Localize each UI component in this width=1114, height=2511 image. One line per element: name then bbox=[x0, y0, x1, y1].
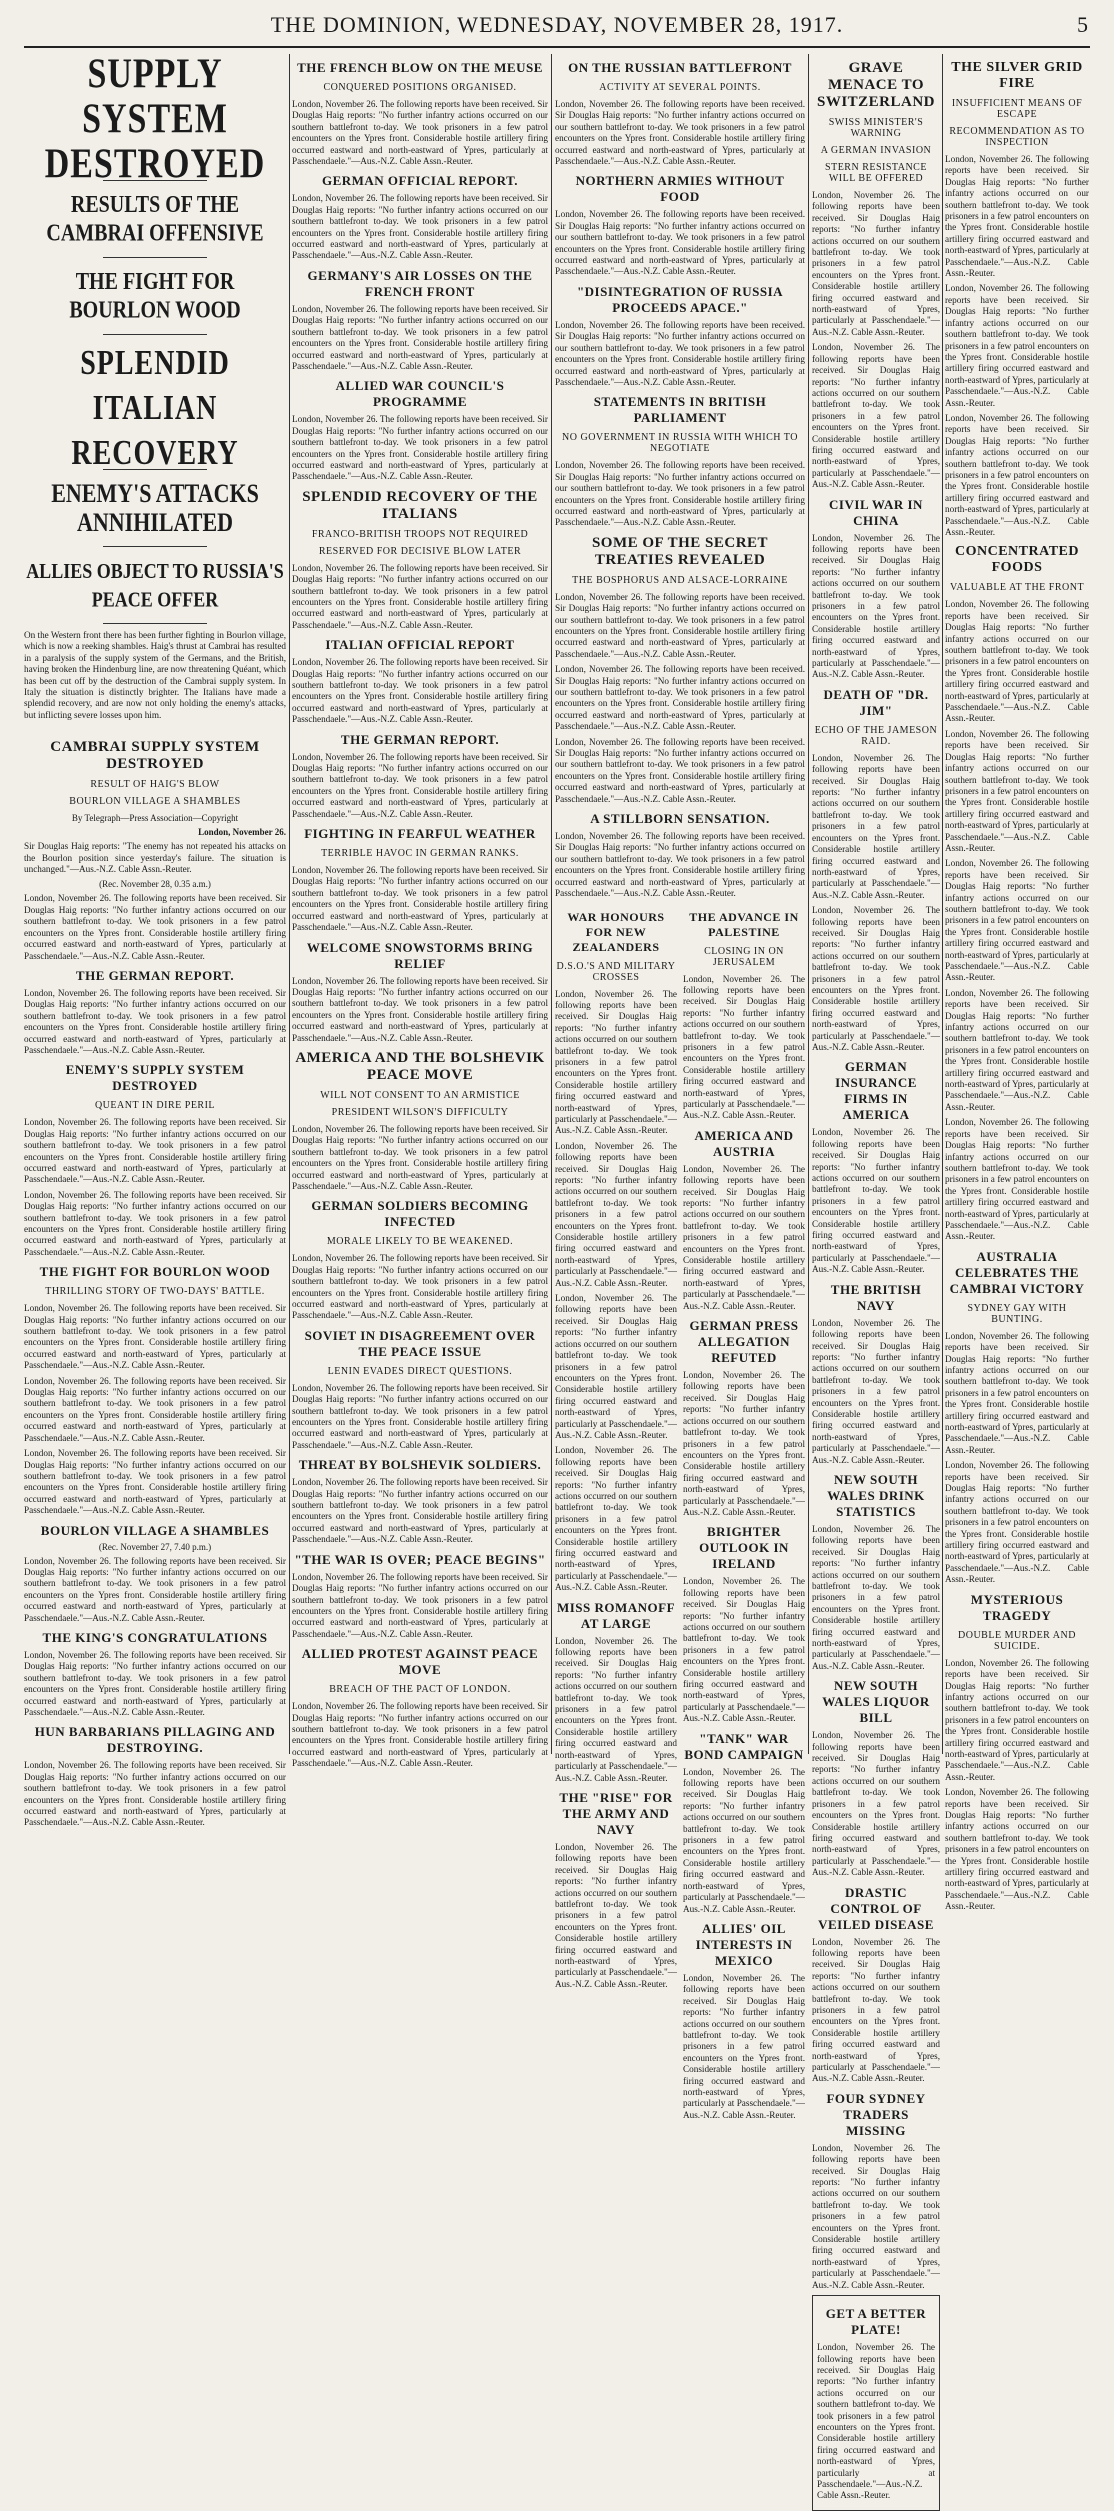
article-headline: THE FIGHT FOR BOURLON WOOD bbox=[39, 1264, 271, 1280]
article-text: London, November 26. The following reports have been received. Sir Douglas Haig reports: "No further infantry actions occurred on our southern battlefront to-day. We took prisoners in a few patrol encounters on the Ypres front. Considerable hostile artillery firing occurred eastward and north-eastward of Ypres, particularly at Passchendaele."—Aus.-N.Z. Cable Assn.-Reuter. bbox=[945, 728, 1089, 853]
article-headline: ITALIAN OFFICIAL REPORT bbox=[325, 637, 515, 653]
article-text: London, November 26. The following reports have been received. Sir Douglas Haig reports: "No further infantry actions occurred on our southern battlefront to-day. We took prisoners in a few patrol encounters on the Ypres front. Considerable hostile artillery firing occurred eastward and north-eastward of Ypres, particularly at Passchendaele."—Aus.-N.Z. Cable Assn.-Reuter. bbox=[292, 1253, 548, 1321]
article-subhead: A GERMAN INVASION bbox=[820, 145, 932, 156]
ad-headline: GET A BETTER PLATE! bbox=[825, 2306, 927, 2338]
article-subhead: VALUABLE AT THE FRONT bbox=[949, 582, 1085, 594]
article-headline: BRIGHTER OUTLOOK IN IRELAND bbox=[699, 1524, 789, 1572]
article-subhead: RESERVED FOR DECISIVE BLOW LATER bbox=[318, 545, 522, 557]
article-text: London, November 26. The following reports have been received. Sir Douglas Haig reports: "No further infantry actions occurred on our southern battlefront to-day. We took prisoners in a few patrol encounters on the Ypres front. Considerable hostile artillery firing occurred eastward and north-eastward of Ypres, particularly at Passchendaele."—Aus.-N.Z. Cable Assn.-Reuter. bbox=[292, 193, 548, 261]
article-text: London, November 26. The following reports have been received. Sir Douglas Haig reports: "No further infantry actions occurred on our southern battlefront to-day. We took prisoners in a few patrol encounters on the Ypres front. Considerable hostile artillery firing occurred eastward and north-eastward of Ypres, particularly at Passchendaele."—Aus.-N.Z. Cable Assn.-Reuter. bbox=[945, 1117, 1089, 1242]
article-headline: THE FRENCH BLOW ON THE MEUSE bbox=[297, 60, 543, 75]
article-headline: THE GERMAN REPORT. bbox=[340, 731, 500, 747]
article-text: London, November 26. The following reports have been received. Sir Douglas Haig reports: "No further infantry actions occurred on our southern battlefront to-day. We took prisoners in a few patrol encounters on the Ypres front. Considerable hostile artillery firing occurred eastward and north-eastward of Ypres, particularly at Passchendaele."—Aus.-N.Z. Cable Assn.-Reuter. bbox=[24, 1448, 286, 1516]
article-text: London, November 26. The following reports have been received. Sir Douglas Haig reports: "No further infantry actions occurred on our southern battlefront to-day. We took prisoners in a few patrol encounters on the Ypres front. Considerable hostile artillery firing occurred eastward and north-eastward of Ypres, particularly at Passchendaele."—Aus.-N.Z. Cable Assn.-Reuter. bbox=[555, 988, 677, 1136]
article-subhead: SWISS MINISTER'S WARNING bbox=[828, 117, 924, 139]
article-headline: ALLIED WAR COUNCIL'S PROGRAMME bbox=[335, 378, 505, 410]
article-headline: WELCOME SNOWSTORMS BRING RELIEF bbox=[306, 939, 534, 971]
article-headline: CAMBRAI SUPPLY SYSTEM DESTROYED bbox=[50, 739, 260, 773]
article-headline: GERMAN INSURANCE FIRMS IN AMERICA bbox=[835, 1059, 917, 1123]
article-headline: GERMAN SOLDIERS BECOMING INFECTED bbox=[311, 1198, 529, 1230]
article-headline: A STILLBORN SENSATION. bbox=[590, 811, 770, 827]
article-text: London, November 26. The following reports have been received. Sir Douglas Haig reports: "No further infantry actions occurred on our southern battlefront to-day. We took prisoners in a few patrol encounters on the Ypres front. Considerable hostile artillery firing occurred eastward and north-eastward of Ypres, particularly at Passchendaele."—Aus.-N.Z. Cable Assn.-Reuter. bbox=[683, 1576, 805, 1724]
article-headline: ENEMY'S SUPPLY SYSTEM DESTROYED bbox=[65, 1062, 245, 1094]
article-text: London, November 26. The following reports have been received. Sir Douglas Haig reports: "No further infantry actions occurred on our southern battlefront to-day. We took prisoners in a few patrol encounters on the Ypres front. Considerable hostile artillery firing occurred eastward and north-eastward of Ypres, particularly at Passchendaele."—Aus.-N.Z. Cable Assn.-Reuter. bbox=[292, 1477, 548, 1545]
article-text: London, November 26. The following reports have been received. Sir Douglas Haig reports: "No further infantry actions occurred on our southern battlefront to-day. We took prisoners in a few patrol encounters on the Ypres front. Considerable hostile artillery firing occurred eastward and north-eastward of Ypres, particularly at Passchendaele."—Aus.-N.Z. Cable Assn.-Reuter. bbox=[555, 1140, 677, 1288]
article-subhead: SYDNEY GAY WITH BUNTING. bbox=[967, 1302, 1067, 1325]
article-subhead: CONQUERED POSITIONS ORGANISED. bbox=[323, 82, 517, 93]
article-subhead: BREACH OF THE PACT OF LONDON. bbox=[329, 1684, 511, 1696]
article-text: London, November 26. The following reports have been received. Sir Douglas Haig reports: "No further infantry actions occurred on our southern battlefront to-day. We took prisoners in a few patrol encounters on the Ypres front. Considerable hostile artillery firing occurred eastward and north-eastward of Ypres, particularly at Passchendaele."—Aus.-N.Z. Cable Assn.-Reuter. bbox=[24, 893, 286, 961]
page-number: 5 bbox=[1077, 12, 1088, 37]
article-text: London, November 26. The following reports have been received. Sir Douglas Haig reports: "No further infantry actions occurred on our southern battlefront to-day. We took prisoners in a few patrol encounters on the Ypres front. Considerable hostile artillery firing occurred eastward and north-eastward of Ypres, particularly at Passchendaele."—Aus.-N.Z. Cable Assn.-Reuter. bbox=[292, 865, 548, 933]
article-text: London, November 26. The following reports have been received. Sir Douglas Haig reports: "No further infantry actions occurred on our southern battlefront to-day. We took prisoners in a few patrol encounters on the Ypres front. Considerable hostile artillery firing occurred eastward and north-eastward of Ypres, particularly at Passchendaele."—Aus.-N.Z. Cable Assn.-Reuter. bbox=[24, 1303, 286, 1371]
article-text: London, November 26. The following reports have been received. Sir Douglas Haig reports: "No further infantry actions occurred on our southern battlefront to-day. We took prisoners in a few patrol encounters on the Ypres front. Considerable hostile artillery firing occurred eastward and north-eastward of Ypres, particularly at Passchendaele."—Aus.-N.Z. Cable Assn.-Reuter. bbox=[683, 1370, 805, 1517]
divider bbox=[103, 334, 208, 335]
article-subhead: THE BOSPHORUS AND ALSACE-LORRAINE bbox=[572, 574, 788, 586]
article-text: London, November 26. The following reports have been received. Sir Douglas Haig reports: "No further infantry actions occurred on our southern battlefront to-day. We took prisoners in a few patrol encounters on the Ypres front. Considerable hostile artillery firing occurred eastward and north-eastward of Ypres, particularly at Passchendaele."—Aus.-N.Z. Cable Assn.-Reuter. bbox=[24, 987, 286, 1055]
article-text: London, November 26. The following reports have been received. Sir Douglas Haig reports: "No further infantry actions occurred on our southern battlefront to-day. We took prisoners in a few patrol encounters on the Ypres front. Considerable hostile artillery firing occurred eastward and north-eastward of Ypres, particularly at Passchendaele."—Aus.-N.Z. Cable Assn.-Reuter. bbox=[683, 1766, 805, 1914]
article-text: London, November 26. The following reports have been received. Sir Douglas Haig reports: "No further infantry actions occurred on our southern battlefront to-day. We took prisoners in a few patrol encounters on the Ypres front. Considerable hostile artillery firing occurred eastward and north-eastward of Ypres, particularly at Passchendaele."—Aus.-N.Z. Cable Assn.-Reuter. bbox=[292, 1123, 548, 1191]
article-text: London, November 26. The following reports have been received. Sir Douglas Haig reports: "No further infantry actions occurred on our southern battlefront to-day. We took prisoners in a few patrol encounters on the Ypres front. Considerable hostile artillery firing occurred eastward and north-eastward of Ypres, particularly at Passchendaele."—Aus.-N.Z. Cable Assn.-Reuter. bbox=[24, 1189, 286, 1257]
article-text: London, November 26. The following reports have been received. Sir Douglas Haig reports: "No further infantry actions occurred on our southern battlefront to-day. We took prisoners in a few patrol encounters on the Ypres front. Considerable hostile artillery firing occurred eastward and north-eastward of Ypres, particularly at Passchendaele."—Aus.-N.Z. Cable Assn.-Reuter. bbox=[945, 412, 1089, 537]
article-headline: THE SILVER GRID FIRE bbox=[951, 60, 1083, 91]
headline-6: ALLIES OBJECT TO RUSSIA'S PEACE OFFER bbox=[26, 558, 284, 612]
article-text: London, November 26. The following reports have been received. Sir Douglas Haig reports: "No further infantry actions occurred on our southern battlefront to-day. We took prisoners in a few patrol encounters on the Ypres front. Considerable hostile artillery firing occurred eastward and north-eastward of Ypres, particularly at Passchendaele."—Aus.-N.Z. Cable Assn.-Reuter. bbox=[945, 154, 1089, 279]
article-headline: "DISINTEGRATION OF RUSSIA PROCEEDS APACE." bbox=[576, 283, 784, 315]
article-text: London, November 26. The following reports have been received. Sir Douglas Haig reports: "No further infantry actions occurred on our southern battlefront to-day. We took prisoners in a few patrol encounters on the Ypres front. Considerable hostile artillery firing occurred eastward and north-eastward of Ypres, particularly at Passchendaele."—Aus.-N.Z. Cable Assn.-Reuter. bbox=[555, 664, 805, 732]
article-subhead: WILL NOT CONSENT TO AN ARMISTICE bbox=[320, 1089, 520, 1101]
article-text: London, November 26. The following reports have been received. Sir Douglas Haig reports: "No further infantry actions occurred on our southern battlefront to-day. We took prisoners in a few patrol encounters on the Ypres front. Considerable hostile artillery firing occurred eastward and north-eastward of Ypres, particularly at Passchendaele."—Aus.-N.Z. Cable Assn.-Reuter. bbox=[945, 987, 1089, 1112]
column-2 bbox=[292, 54, 548, 1769]
article-text: London, November 26. The following reports have been received. Sir Douglas Haig reports: "No further infantry actions occurred on our southern battlefront to-day. We took prisoners in a few patrol encounters on the Ypres front. Considerable hostile artillery firing occurred eastward and north-eastward of Ypres, particularly at Passchendaele."—Aus.-N.Z. Cable Assn.-Reuter. bbox=[24, 1375, 286, 1443]
article-text: London, November 26. The following reports have been received. Sir Douglas Haig reports: "No further infantry actions occurred on our southern battlefront to-day. We took prisoners in a few patrol encounters on the Ypres front. Considerable hostile artillery firing occurred eastward and north-eastward of Ypres, particularly at Passchendaele."—Aus.-N.Z. Cable Assn.-Reuter. bbox=[812, 1523, 940, 1671]
article-text: London, November 26. The following reports have been received. Sir Douglas Haig reports: "No further infantry actions occurred on our southern battlefront to-day. We took prisoners in a few patrol encounters on the Ypres front. Considerable hostile artillery firing occurred eastward and north-eastward of Ypres, particularly at Passchendaele."—Aus.-N.Z. Cable Assn.-Reuter. bbox=[555, 319, 805, 387]
column-rule bbox=[551, 54, 552, 1754]
column-5 bbox=[945, 54, 1089, 1912]
divider bbox=[103, 257, 208, 258]
article-headline: THE GERMAN REPORT. bbox=[75, 967, 235, 983]
article-headline: THREAT BY BOLSHEVIK SOLDIERS. bbox=[298, 1457, 542, 1473]
article-headline: THE "RISE" FOR THE ARMY AND NAVY bbox=[559, 1789, 673, 1837]
article-subhead: MORALE LIKELY TO BE WEAKENED. bbox=[326, 1236, 514, 1248]
article-headline: ALLIED PROTEST AGAINST PEACE MOVE bbox=[301, 1646, 539, 1678]
article-text: London, November 26. The following reports have been received. Sir Douglas Haig reports: "No further infantry actions occurred on our southern battlefront to-day. We took prisoners in a few patrol encounters on the Ypres front. Considerable hostile artillery firing occurred eastward and north-eastward of Ypres, particularly at Passchendaele."—Aus.-N.Z. Cable Assn.-Reuter. bbox=[945, 283, 1089, 408]
article-headline: GERMAN PRESS ALLEGATION REFUTED bbox=[689, 1318, 799, 1366]
headline-5: ENEMY'S ATTACKS ANNIHILATED bbox=[51, 478, 259, 537]
article-headline: "TANK" WAR BOND CAMPAIGN bbox=[684, 1730, 804, 1762]
article-text: London, November 26. The following reports have been received. Sir Douglas Haig reports: "No further infantry actions occurred on our southern battlefront to-day. We took prisoners in a few patrol encounters on the Ypres front. Considerable hostile artillery firing occurred eastward and north-eastward of Ypres, particularly at Passchendaele."—Aus.-N.Z. Cable Assn.-Reuter. bbox=[292, 1571, 548, 1639]
article-subhead: NO GOVERNMENT IN RUSSIA WITH WHICH TO NEGOTIATE bbox=[562, 432, 798, 455]
article-headline: DEATH OF "DR. JIM" bbox=[823, 686, 929, 718]
article-subhead: DOUBLE MURDER AND SUICIDE. bbox=[958, 1629, 1076, 1652]
article-subhead: BOURLON VILLAGE A SHAMBLES bbox=[69, 796, 241, 808]
column-rule bbox=[808, 54, 809, 1754]
article-headline: ON THE RUSSIAN BATTLEFRONT bbox=[568, 60, 792, 75]
headline-4: SPLENDID ITALIAN RECOVERY bbox=[71, 344, 239, 473]
article-text: Sir Douglas Haig reports: "The enemy has not repeated his attacks on the Bourlon position since yesterday's failure. The situation is unchanged."—Aus.-N.Z. Cable Assn.-Reuter. bbox=[24, 841, 286, 875]
article-headline: WAR HONOURS FOR NEW ZEALANDERS bbox=[567, 909, 665, 954]
article-headline: FOUR SYDNEY TRADERS MISSING bbox=[826, 2090, 926, 2138]
intro-paragraph: On the Western front there has been further fighting in Bourlon village, which is now a reeking shambles. Haig's thrust at Cambrai has resulted in a paralysis of the supply system of the Germans, and the British, having broken the Hindenburg line, are now threatening Quéant, which has been cut off by the destruction of the Cambrai supply system. In Italy the situation is distinctly brighter. The Italians have made a splendid recovery, and are now not only holding the enemy's attacks, but inflicting severe losses upon him. bbox=[24, 630, 286, 720]
article-subhead: FRANCO-BRITISH TROOPS NOT REQUIRED bbox=[311, 528, 529, 540]
article-text: London, November 26. The following reports have been received. Sir Douglas Haig reports: "No further infantry actions occurred on our southern battlefront to-day. We took prisoners in a few patrol encounters on the Ypres front. Considerable hostile artillery firing occurred eastward and north-eastward of Ypres, particularly at Passchendaele."—Aus.-N.Z. Cable Assn.-Reuter. bbox=[292, 562, 548, 630]
article-text: London, November 26. The following reports have been received. Sir Douglas Haig reports: "No further infantry actions occurred on our southern battlefront to-day. We took prisoners in a few patrol encounters on the Ypres front. Considerable hostile artillery firing occurred eastward and north-eastward of Ypres, particularly at Passchendaele."—Aus.-N.Z. Cable Assn.-Reuter. bbox=[945, 858, 1089, 983]
masthead bbox=[24, 6, 1090, 48]
ad-text: London, November 26. The following reports have been received. Sir Douglas Haig reports: "No further infantry actions occurred on our southern battlefront to-day. We took prisoners in a few patrol encounters on the Ypres front. Considerable hostile artillery firing occurred eastward and north-eastward of Ypres, particularly at Passchendaele."—Aus.-N.Z. Cable Assn.-Reuter. bbox=[817, 2342, 935, 2501]
received-note: (Rec. November 27, 7.40 p.m.) bbox=[98, 1541, 212, 1552]
article-text: London, November 26. The following reports have been received. Sir Douglas Haig reports: "No further infantry actions occurred on our southern battlefront to-day. We took prisoners in a few patrol encounters on the Ypres front. Considerable hostile artillery firing occurred eastward and north-eastward of Ypres, particularly at Passchendaele."—Aus.-N.Z. Cable Assn.-Reuter. bbox=[812, 1936, 940, 2084]
article-text: London, November 26. The following reports have been received. Sir Douglas Haig reports: "No further infantry actions occurred on our southern battlefront to-day. We took prisoners in a few patrol encounters on the Ypres front. Considerable hostile artillery firing occurred eastward and north-eastward of Ypres, particularly at Passchendaele."—Aus.-N.Z. Cable Assn.-Reuter. bbox=[24, 1555, 286, 1623]
article-headline: AMERICA AND THE BOLSHEVIK PEACE MOVE bbox=[295, 1049, 545, 1083]
headline-main: SUPPLY SYSTEM DESTROYED bbox=[44, 51, 266, 188]
article-headline: FIGHTING IN FEARFUL WEATHER bbox=[304, 826, 536, 842]
article-subhead: TERRIBLE HAVOC IN GERMAN RANKS. bbox=[321, 848, 519, 860]
article-headline: BOURLON VILLAGE A SHAMBLES bbox=[40, 1522, 270, 1538]
article-headline: STATEMENTS IN BRITISH PARLIAMENT bbox=[593, 394, 767, 426]
article-text: London, November 26. The following reports have been received. Sir Douglas Haig reports: "No further infantry actions occurred on our southern battlefront to-day. We took prisoners in a few patrol encounters on the Ypres front. Considerable hostile artillery firing occurred eastward and north-eastward of Ypres, particularly at Passchendaele."—Aus.-N.Z. Cable Assn.-Reuter. bbox=[945, 1787, 1089, 1912]
article-headline: DRASTIC CONTROL OF VEILED DISEASE bbox=[818, 1884, 934, 1932]
article-headline: GRAVE MENACE TO SWITZERLAND bbox=[816, 60, 936, 110]
two-column-block bbox=[555, 904, 805, 2126]
article-text: London, November 26. The following reports have been received. Sir Douglas Haig reports: "No further infantry actions occurred on our southern battlefront to-day. We took prisoners in a few patrol encounters on the Ypres front. Considerable hostile artillery firing occurred eastward and north-eastward of Ypres, particularly at Passchendaele."—Aus.-N.Z. Cable Assn.-Reuter. bbox=[812, 2142, 940, 2290]
article-headline: THE BRITISH NAVY bbox=[830, 1281, 922, 1313]
article-subhead: LENIN EVADES DIRECT QUESTIONS. bbox=[327, 1365, 513, 1377]
article-text: London, November 26. The following reports have been received. Sir Douglas Haig reports: "No further infantry actions occurred on our southern battlefront to-day. We took prisoners in a few patrol encounters on the Ypres front. Considerable hostile artillery firing occurred eastward and north-eastward of Ypres, particularly at Passchendaele."—Aus.-N.Z. Cable Assn.-Reuter. bbox=[292, 1382, 548, 1450]
article-text: London, November 26. The following reports have been received. Sir Douglas Haig reports: "No further infantry actions occurred on our southern battlefront to-day. We took prisoners in a few patrol encounters on the Ypres front. Considerable hostile artillery firing occurred eastward and north-eastward of Ypres, particularly at Passchendaele."—Aus.-N.Z. Cable Assn.-Reuter. bbox=[555, 1445, 677, 1593]
column-4 bbox=[812, 54, 940, 2501]
article-text: London, November 26. The following reports have been received. Sir Douglas Haig reports: "No further infantry actions occurred on our southern battlefront to-day. We took prisoners in a few patrol encounters on the Ypres front. Considerable hostile artillery firing occurred eastward and north-eastward of Ypres, particularly at Passchendaele."—Aus.-N.Z. Cable Assn.-Reuter. bbox=[683, 1163, 805, 1311]
article-text: London, November 26. The following reports have been received. Sir Douglas Haig reports: "No further infantry actions occurred on our southern battlefront to-day. We took prisoners in a few patrol encounters on the Ypres front. Considerable hostile artillery firing occurred eastward and north-eastward of Ypres, particularly at Passchendaele."—Aus.-N.Z. Cable Assn.-Reuter. bbox=[555, 460, 805, 528]
article-text: London, November 26. The following reports have been received. Sir Douglas Haig reports: "No further infantry actions occurred on our southern battlefront to-day. We took prisoners in a few patrol encounters on the Ypres front. Considerable hostile artillery firing occurred eastward and north-eastward of Ypres, particularly at Passchendaele."—Aus.-N.Z. Cable Assn.-Reuter. bbox=[292, 657, 548, 725]
article-text: London, November 26. The following reports have been received. Sir Douglas Haig reports: "No further infantry actions occurred on our southern battlefront to-day. We took prisoners in a few patrol encounters on the Ypres front. Considerable hostile artillery firing occurred eastward and north-eastward of Ypres, particularly at Passchendaele."—Aus.-N.Z. Cable Assn.-Reuter. bbox=[555, 209, 805, 277]
article-text: London, November 26. The following reports have been received. Sir Douglas Haig reports: "No further infantry actions occurred on our southern battlefront to-day. We took prisoners in a few patrol encounters on the Ypres front. Considerable hostile artillery firing occurred eastward and north-eastward of Ypres, particularly at Passchendaele."—Aus.-N.Z. Cable Assn.-Reuter. bbox=[555, 831, 805, 899]
article-text: London, November 26. The following reports have been received. Sir Douglas Haig reports: "No further infantry actions occurred on our southern battlefront to-day. We took prisoners in a few patrol encounters on the Ypres front. Considerable hostile artillery firing occurred eastward and north-eastward of Ypres, particularly at Passchendaele."—Aus.-N.Z. Cable Assn.-Reuter. bbox=[812, 1127, 940, 1275]
article-text: London, November 26. The following reports have been received. Sir Douglas Haig reports: "No further infantry actions occurred on our southern battlefront to-day. We took prisoners in a few patrol encounters on the Ypres front. Considerable hostile artillery firing occurred eastward and north-eastward of Ypres, particularly at Passchendaele."—Aus.-N.Z. Cable Assn.-Reuter. bbox=[812, 905, 940, 1052]
subcolumn-left bbox=[555, 904, 677, 2126]
article-subhead: QUEANT IN DIRE PERIL bbox=[94, 1100, 216, 1112]
article-text: London, November 26. The following reports have been received. Sir Douglas Haig reports: "No further infantry actions occurred on our southern battlefront to-day. We took prisoners in a few patrol encounters on the Ypres front. Considerable hostile artillery firing occurred eastward and north-eastward of Ypres, particularly at Passchendaele."—Aus.-N.Z. Cable Assn.-Reuter. bbox=[555, 1841, 677, 1989]
article-text: London, November 26. The following reports have been received. Sir Douglas Haig reports: "No further infantry actions occurred on our southern battlefront to-day. We took prisoners in a few patrol encounters on the Ypres front. Considerable hostile artillery firing occurred eastward and north-eastward of Ypres, particularly at Passchendaele."—Aus.-N.Z. Cable Assn.-Reuter. bbox=[24, 1649, 286, 1717]
divider bbox=[103, 546, 208, 547]
article-text: London, November 26. The following reports have been received. Sir Douglas Haig reports: "No further infantry actions occurred on our southern battlefront to-day. We took prisoners in a few patrol encounters on the Ypres front. Considerable hostile artillery firing occurred eastward and north-eastward of Ypres, particularly at Passchendaele."—Aus.-N.Z. Cable Assn.-Reuter. bbox=[555, 736, 805, 804]
article-headline: SPLENDID RECOVERY OF THE ITALIANS bbox=[302, 488, 538, 522]
article-subhead: RESULT OF HAIG'S BLOW bbox=[90, 779, 220, 791]
article-text: London, November 26. The following reports have been received. Sir Douglas Haig reports: "No further infantry actions occurred on our southern battlefront to-day. We took prisoners in a few patrol encounters on the Ypres front. Considerable hostile artillery firing occurred eastward and north-eastward of Ypres, particularly at Passchendaele."—Aus.-N.Z. Cable Assn.-Reuter. bbox=[683, 973, 805, 1121]
column-1 bbox=[24, 51, 286, 1828]
article-headline: "THE WAR IS OVER; PEACE BEGINS" bbox=[294, 1551, 546, 1567]
article-subhead: ECHO OF THE JAMESON RAID. bbox=[814, 724, 938, 747]
article-headline: CONCENTRATED FOODS bbox=[955, 544, 1079, 576]
masthead-title: THE DOMINION, WEDNESDAY, NOVEMBER 28, 1917. bbox=[270, 12, 844, 37]
received-note: (Rec. November 28, 0.35 a.m.) bbox=[99, 879, 211, 890]
article-headline: GERMAN OFFICIAL REPORT. bbox=[321, 173, 519, 189]
article-text: London, November 26. The following reports have been received. Sir Douglas Haig reports: "No further infantry actions occurred on our southern battlefront to-day. We took prisoners in a few patrol encounters on the Ypres front. Considerable hostile artillery firing occurred eastward and north-eastward of Ypres, particularly at Passchendaele."—Aus.-N.Z. Cable Assn.-Reuter. bbox=[555, 99, 805, 167]
article-text: London, November 26. The following reports have been received. Sir Douglas Haig reports: "No further infantry actions occurred on our southern battlefront to-day. We took prisoners in a few patrol encounters on the Ypres front. Considerable hostile artillery firing occurred eastward and north-eastward of Ypres, particularly at Passchendaele."—Aus.-N.Z. Cable Assn.-Reuter. bbox=[683, 1972, 805, 2120]
article-text: London, November 26. The following reports have been received. Sir Douglas Haig reports: "No further infantry actions occurred on our southern battlefront to-day. We took prisoners in a few patrol encounters on the Ypres front. Considerable hostile artillery firing occurred eastward and north-eastward of Ypres, particularly at Passchendaele."—Aus.-N.Z. Cable Assn.-Reuter. bbox=[555, 1635, 677, 1783]
article-headline: NEW SOUTH WALES LIQUOR BILL bbox=[822, 1678, 930, 1726]
article-headline: THE KING'S CONGRATULATIONS bbox=[42, 1629, 268, 1645]
article-subhead: THRILLING STORY OF TWO-DAYS' BATTLE. bbox=[45, 1286, 265, 1298]
article-text: London, November 26. The following reports have been received. Sir Douglas Haig reports: "No further infantry actions occurred on our southern battlefront to-day. We took prisoners in a few patrol encounters on the Ypres front. Considerable hostile artillery firing occurred eastward and north-eastward of Ypres, particularly at Passchendaele."—Aus.-N.Z. Cable Assn.-Reuter. bbox=[945, 599, 1089, 724]
article-headline: AUSTRALIA CELEBRATES THE CAMBRAI VICTORY bbox=[949, 1248, 1085, 1296]
article-headline: THE ADVANCE IN PALESTINE bbox=[689, 909, 799, 939]
article-text: London, November 26. The following reports have been received. Sir Douglas Haig reports: "No further infantry actions occurred on our southern battlefront to-day. We took prisoners in a few patrol encounters on the Ypres front. Considerable hostile artillery firing occurred eastward and north-eastward of Ypres, particularly at Passchendaele."—Aus.-N.Z. Cable Assn.-Reuter. bbox=[945, 1330, 1089, 1455]
article-headline: MYSTERIOUS TRAGEDY bbox=[970, 1591, 1064, 1623]
article-headline: CIVIL WAR IN CHINA bbox=[829, 496, 923, 528]
column-rule bbox=[942, 54, 943, 1754]
column-rule bbox=[289, 54, 290, 1754]
article-text: London, November 26. The following reports have been received. Sir Douglas Haig reports: "No further infantry actions occurred on our southern battlefront to-day. We took prisoners in a few patrol encounters on the Ypres front. Considerable hostile artillery firing occurred eastward and north-eastward of Ypres, particularly at Passchendaele."—Aus.-N.Z. Cable Assn.-Reuter. bbox=[812, 1317, 940, 1465]
article-text: London, November 26. The following reports have been received. Sir Douglas Haig reports: "No further infantry actions occurred on our southern battlefront to-day. We took prisoners in a few patrol encounters on the Ypres front. Considerable hostile artillery firing occurred eastward and north-eastward of Ypres, particularly at Passchendaele."—Aus.-N.Z. Cable Assn.-Reuter. bbox=[945, 1657, 1089, 1782]
subcolumn-right bbox=[683, 904, 805, 2126]
article-text: London, November 26. The following reports have been received. Sir Douglas Haig reports: "No further infantry actions occurred on our southern battlefront to-day. We took prisoners in a few patrol encounters on the Ypres front. Considerable hostile artillery firing occurred eastward and north-eastward of Ypres, particularly at Passchendaele."—Aus.-N.Z. Cable Assn.-Reuter. bbox=[555, 1293, 677, 1440]
article-text: London, November 26. The following reports have been received. Sir Douglas Haig reports: "No further infantry actions occurred on our southern battlefront to-day. We took prisoners in a few patrol encounters on the Ypres front. Considerable hostile artillery firing occurred eastward and north-eastward of Ypres, particularly at Passchendaele."—Aus.-N.Z. Cable Assn.-Reuter. bbox=[292, 1701, 548, 1769]
article-subhead: INSUFFICIENT MEANS OF ESCAPE bbox=[951, 98, 1083, 120]
byline: By Telegraph—Press Association—Copyright bbox=[71, 813, 239, 824]
article-text: London, November 26. The following reports have been received. Sir Douglas Haig reports: "No further infantry actions occurred on our southern battlefront to-day. We took prisoners in a few patrol encounters on the Ypres front. Considerable hostile artillery firing occurred eastward and north-eastward of Ypres, particularly at Passchendaele."—Aus.-N.Z. Cable Assn.-Reuter. bbox=[292, 303, 548, 371]
article-headline: MISS ROMANOFF AT LARGE bbox=[556, 1599, 676, 1631]
article-headline: SOVIET IN DISAGREEMENT OVER THE PEACE ISSUE bbox=[304, 1327, 536, 1359]
article-text: London, November 26. The following reports have been received. Sir Douglas Haig reports: "No further infantry actions occurred on our southern battlefront to-day. We took prisoners in a few patrol encounters on the Ypres front. Considerable hostile artillery firing occurred eastward and north-eastward of Ypres, particularly at Passchendaele."—Aus.-N.Z. Cable Assn.-Reuter. bbox=[555, 591, 805, 659]
article-text: London, November 26. The following reports have been received. Sir Douglas Haig reports: "No further infantry actions occurred on our southern battlefront to-day. We took prisoners in a few patrol encounters on the Ypres front. Considerable hostile artillery firing occurred eastward and north-eastward of Ypres, particularly at Passchendaele."—Aus.-N.Z. Cable Assn.-Reuter. bbox=[945, 1460, 1089, 1585]
column-3 bbox=[555, 54, 805, 2120]
article-text: London, November 26. The following reports have been received. Sir Douglas Haig reports: "No further infantry actions occurred on our southern battlefront to-day. We took prisoners in a few patrol encounters on the Ypres front. Considerable hostile artillery firing occurred eastward and north-eastward of Ypres, particularly at Passchendaele."—Aus.-N.Z. Cable Assn.-Reuter. bbox=[292, 99, 548, 167]
advertisement-box bbox=[812, 2295, 940, 2511]
article-subhead: PRESIDENT WILSON'S DIFFICULTY bbox=[331, 1106, 509, 1118]
article-subhead: CLOSING IN ON JERUSALEM bbox=[704, 945, 784, 968]
article-subhead: ACTIVITY AT SEVERAL POINTS. bbox=[599, 82, 761, 93]
article-text: London, November 26. The following reports have been received. Sir Douglas Haig reports: "No further infantry actions occurred on our southern battlefront to-day. We took prisoners in a few patrol encounters on the Ypres front. Considerable hostile artillery firing occurred eastward and north-eastward of Ypres, particularly at Passchendaele."—Aus.-N.Z. Cable Assn.-Reuter. bbox=[812, 532, 940, 680]
article-headline: AMERICA AND AUSTRIA bbox=[694, 1127, 794, 1159]
headline-2: RESULTS OF THE CAMBRAI OFFENSIVE bbox=[46, 191, 264, 247]
article-headline: NEW SOUTH WALES DRINK STATISTICS bbox=[827, 1471, 925, 1519]
article-text: London, November 26. The following reports have been received. Sir Douglas Haig reports: "No further infantry actions occurred on our southern battlefront to-day. We took prisoners in a few patrol encounters on the Ypres front. Considerable hostile artillery firing occurred eastward and north-eastward of Ypres, particularly at Passchendaele."—Aus.-N.Z. Cable Assn.-Reuter. bbox=[812, 342, 940, 490]
article-text: London, November 26. The following reports have been received. Sir Douglas Haig reports: "No further infantry actions occurred on our southern battlefront to-day. We took prisoners in a few patrol encounters on the Ypres front. Considerable hostile artillery firing occurred eastward and north-eastward of Ypres, particularly at Passchendaele."—Aus.-N.Z. Cable Assn.-Reuter. bbox=[24, 1117, 286, 1185]
divider bbox=[103, 623, 208, 624]
headline-3: THE FIGHT FOR BOURLON WOOD bbox=[69, 268, 241, 324]
article-subhead: STERN RESISTANCE WILL BE OFFERED bbox=[825, 162, 927, 184]
article-subhead: RECOMMENDATION AS TO INSPECTION bbox=[949, 126, 1085, 148]
article-headline: NORTHERN ARMIES WITHOUT FOOD bbox=[575, 173, 785, 205]
article-headline: HUN BARBARIANS PILLAGING AND DESTROYING. bbox=[34, 1724, 276, 1756]
article-text: London, November 26. The following reports have been received. Sir Douglas Haig reports: "No further infantry actions occurred on our southern battlefront to-day. We took prisoners in a few patrol encounters on the Ypres front. Considerable hostile artillery firing occurred eastward and north-eastward of Ypres, particularly at Passchendaele."—Aus.-N.Z. Cable Assn.-Reuter. bbox=[292, 414, 548, 482]
article-headline: SOME OF THE SECRET TREATIES REVEALED bbox=[591, 534, 769, 568]
article-text: London, November 26. The following reports have been received. Sir Douglas Haig reports: "No further infantry actions occurred on our southern battlefront to-day. We took prisoners in a few patrol encounters on the Ypres front. Considerable hostile artillery firing occurred eastward and north-eastward of Ypres, particularly at Passchendaele."—Aus.-N.Z. Cable Assn.-Reuter. bbox=[24, 1760, 286, 1828]
article-text: London, November 26. The following reports have been received. Sir Douglas Haig reports: "No further infantry actions occurred on our southern battlefront to-day. We took prisoners in a few patrol encounters on the Ypres front. Considerable hostile artillery firing occurred eastward and north-eastward of Ypres, particularly at Passchendaele."—Aus.-N.Z. Cable Assn.-Reuter. bbox=[292, 975, 548, 1043]
article-text: London, November 26. The following reports have been received. Sir Douglas Haig reports: "No further infantry actions occurred on our southern battlefront to-day. We took prisoners in a few patrol encounters on the Ypres front. Considerable hostile artillery firing occurred eastward and north-eastward of Ypres, particularly at Passchendaele."—Aus.-N.Z. Cable Assn.-Reuter. bbox=[812, 190, 940, 337]
article-text: London, November 26. The following reports have been received. Sir Douglas Haig reports: "No further infantry actions occurred on our southern battlefront to-day. We took prisoners in a few patrol encounters on the Ypres front. Considerable hostile artillery firing occurred eastward and north-eastward of Ypres, particularly at Passchendaele."—Aus.-N.Z. Cable Assn.-Reuter. bbox=[812, 752, 940, 900]
article-headline: GERMANY'S AIR LOSSES ON THE FRENCH FRONT bbox=[307, 267, 533, 299]
article-headline: ALLIES' OIL INTERESTS IN MEXICO bbox=[695, 1920, 793, 1968]
article-text: London, November 26. The following reports have been received. Sir Douglas Haig reports: "No further infantry actions occurred on our southern battlefront to-day. We took prisoners in a few patrol encounters on the Ypres front. Considerable hostile artillery firing occurred eastward and north-eastward of Ypres, particularly at Passchendaele."—Aus.-N.Z. Cable Assn.-Reuter. bbox=[292, 751, 548, 819]
dateline: London, November 26. bbox=[198, 827, 286, 838]
article-subhead: D.S.O.'S AND MILITARY CROSSES bbox=[556, 960, 676, 983]
article-text: London, November 26. The following reports have been received. Sir Douglas Haig reports: "No further infantry actions occurred on our southern battlefront to-day. We took prisoners in a few patrol encounters on the Ypres front. Considerable hostile artillery firing occurred eastward and north-eastward of Ypres, particularly at Passchendaele."—Aus.-N.Z. Cable Assn.-Reuter. bbox=[812, 1730, 940, 1878]
